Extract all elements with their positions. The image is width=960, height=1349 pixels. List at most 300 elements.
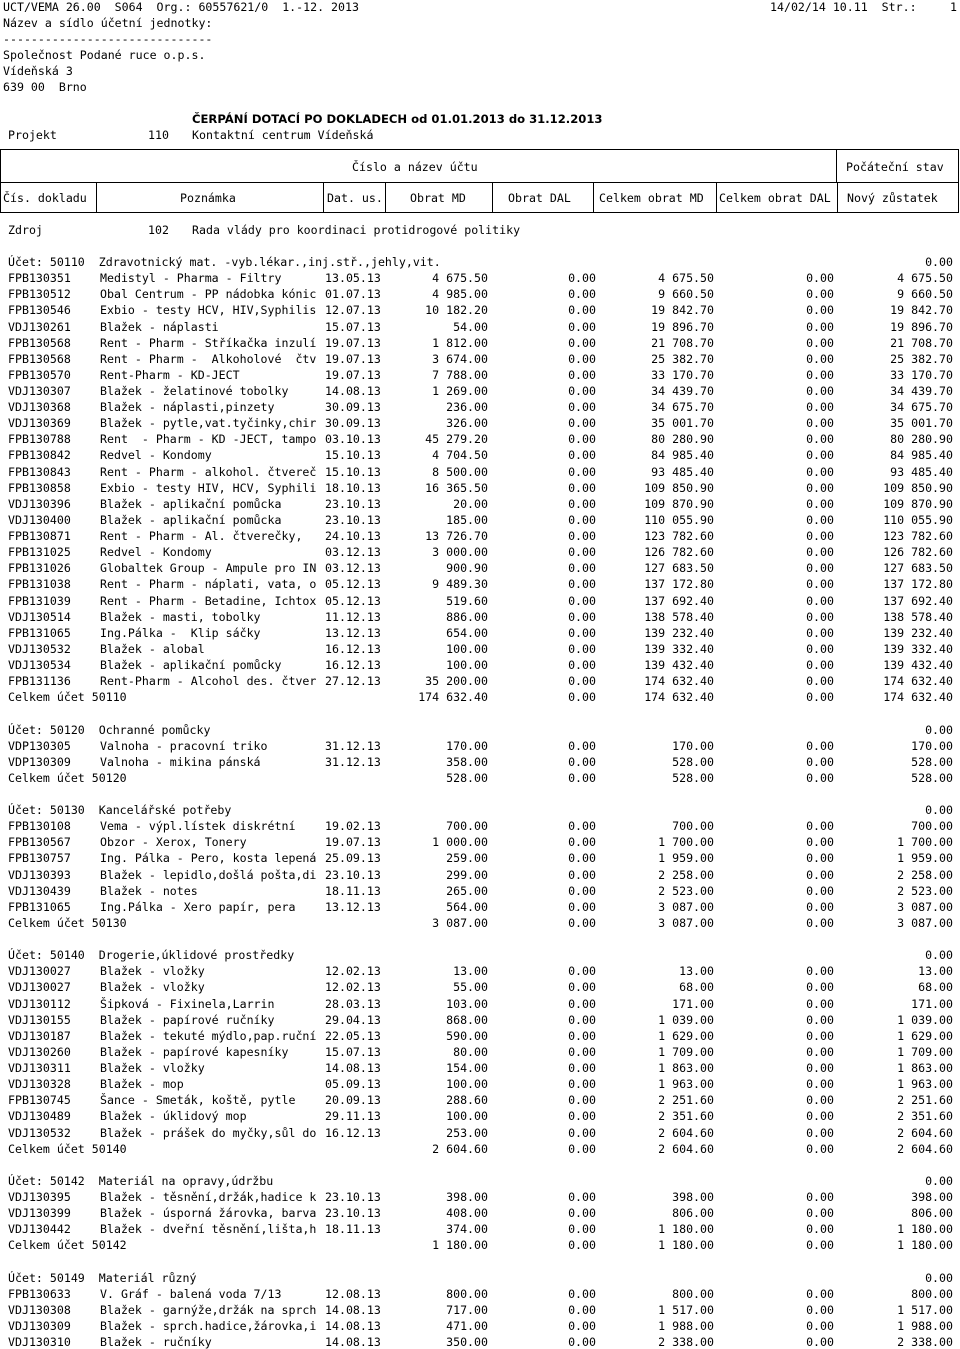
posting-date: 24.10.13 xyxy=(325,529,381,543)
total-total-dal: 0.00 xyxy=(806,1238,834,1253)
unit-street: Vídeňská 3 xyxy=(3,64,73,78)
turnover-md: 564.00 xyxy=(446,899,488,914)
note: Blažek - papírové ručníky xyxy=(100,1012,275,1027)
new-balance: 109 870.90 xyxy=(883,496,953,511)
turnover-md: 590.00 xyxy=(446,1028,488,1043)
total-md: 109 850.90 xyxy=(644,480,714,495)
new-balance: 800.00 xyxy=(911,1286,953,1301)
doc-number: FPB130843 xyxy=(8,464,71,479)
note: Blažek - úklidový mop xyxy=(100,1109,247,1124)
total-md: 137 692.40 xyxy=(644,593,714,608)
total-total-md: 2 604.60 xyxy=(658,1141,714,1156)
total-dal: 0.00 xyxy=(806,561,834,576)
posting-date: 12.02.13 xyxy=(325,980,381,995)
total-dal: 0.00 xyxy=(806,899,834,914)
total-dal: 0.00 xyxy=(806,641,834,656)
turnover-md: 3 000.00 xyxy=(432,545,488,560)
total-total-dal: 0.00 xyxy=(806,1141,834,1156)
turnover-md: 20.00 xyxy=(453,496,488,511)
turnover-dal: 0.00 xyxy=(568,674,596,689)
new-balance: 2 338.00 xyxy=(897,1335,953,1349)
doc-number: VDJ130514 xyxy=(8,609,71,624)
turnover-dal: 0.00 xyxy=(568,432,596,447)
account-total-label: Celkem účet 50140 xyxy=(8,1141,127,1156)
new-balance: 34 439.70 xyxy=(890,384,953,398)
posting-date: 31.12.13 xyxy=(325,754,381,769)
posting-date: 25.09.13 xyxy=(325,851,381,866)
total-dal: 0.00 xyxy=(806,867,834,882)
unit-name: Společnost Podané ruce o.p.s. xyxy=(3,48,206,62)
doc-number: VDJ130395 xyxy=(8,1190,71,1204)
total-md: 84 985.40 xyxy=(651,448,714,463)
turnover-dal: 0.00 xyxy=(568,593,596,608)
turnover-dal: 0.00 xyxy=(568,1302,596,1317)
note: Valnoha - pracovní triko xyxy=(100,738,268,753)
col-note: Poznámka xyxy=(180,191,236,205)
new-balance: 68.00 xyxy=(918,980,953,995)
total-dal: 0.00 xyxy=(806,1302,834,1317)
new-balance: 700.00 xyxy=(911,819,953,834)
new-balance: 93 485.40 xyxy=(890,464,953,479)
turnover-dal: 0.00 xyxy=(568,529,596,543)
total-balance: 1 180.00 xyxy=(897,1238,953,1253)
total-balance: 2 604.60 xyxy=(897,1141,953,1156)
posting-date: 05.09.13 xyxy=(325,1077,381,1092)
total-balance: 174 632.40 xyxy=(883,690,953,705)
col-doc: Čís. dokladu xyxy=(3,191,87,205)
new-balance: 34 675.70 xyxy=(890,400,953,415)
turnover-md: 299.00 xyxy=(446,867,488,882)
new-balance: 1 517.00 xyxy=(897,1302,953,1317)
doc-number: VDJ130534 xyxy=(8,658,71,672)
total-turnover-md: 174 632.40 xyxy=(418,690,488,705)
doc-number: VDJ130369 xyxy=(8,416,71,431)
turnover-md: 185.00 xyxy=(446,512,488,527)
total-balance: 3 087.00 xyxy=(897,915,953,930)
turnover-md: 654.00 xyxy=(446,625,488,640)
posting-date: 14.08.13 xyxy=(325,1318,381,1333)
note: Blažek - vložky xyxy=(100,1061,205,1075)
total-md: 9 660.50 xyxy=(658,287,714,302)
doc-number: VDJ130307 xyxy=(8,384,71,398)
posting-date: 29.11.13 xyxy=(325,1109,381,1124)
total-dal: 0.00 xyxy=(806,448,834,463)
turnover-dal: 0.00 xyxy=(568,899,596,914)
doc-number: VDJ130400 xyxy=(8,512,71,527)
note: Blažek - aplikační pomůcka xyxy=(100,496,282,511)
total-dal: 0.00 xyxy=(806,1222,834,1237)
posting-date: 29.04.13 xyxy=(325,1012,381,1027)
new-balance: 398.00 xyxy=(911,1190,953,1204)
doc-number: VDJ130532 xyxy=(8,1125,71,1140)
turnover-dal: 0.00 xyxy=(568,738,596,753)
note: Obal Centrum - PP nádobka kónic xyxy=(100,287,317,302)
note: Blažek - alobal xyxy=(100,641,205,656)
total-md: 1 963.00 xyxy=(658,1077,714,1092)
total-turnover-dal: 0.00 xyxy=(568,1141,596,1156)
doc-number: VDJ130489 xyxy=(8,1109,71,1124)
total-dal: 0.00 xyxy=(806,303,834,318)
new-balance: 2 351.60 xyxy=(897,1109,953,1124)
turnover-dal: 0.00 xyxy=(568,384,596,398)
total-md: 34 439.70 xyxy=(651,384,714,398)
unit-label-underline: ------------------------------ xyxy=(3,32,213,46)
note: Blažek - notes xyxy=(100,883,198,898)
turnover-md: 900.90 xyxy=(446,561,488,576)
new-balance: 2 258.00 xyxy=(897,867,953,882)
note: Valnoha - mikina pánská xyxy=(100,754,261,769)
doc-number: VDJ130399 xyxy=(8,1206,71,1221)
new-balance: 84 985.40 xyxy=(890,448,953,463)
total-dal: 0.00 xyxy=(806,674,834,689)
posting-date: 27.12.13 xyxy=(325,674,381,689)
doc-number: FPB131065 xyxy=(8,625,71,640)
turnover-dal: 0.00 xyxy=(568,1206,596,1221)
total-md: 139 232.40 xyxy=(644,625,714,640)
note: Blažek - sprch.hadice,žárovka,i xyxy=(100,1318,317,1333)
turnover-md: 236.00 xyxy=(446,400,488,415)
total-md: 110 055.90 xyxy=(644,512,714,527)
total-total-dal: 0.00 xyxy=(806,690,834,705)
project-label: Projekt xyxy=(8,128,57,142)
account-total-label: Celkem účet 50142 xyxy=(8,1238,127,1253)
turnover-md: 100.00 xyxy=(446,1109,488,1124)
account-total-label: Celkem účet 50120 xyxy=(8,770,127,785)
note: Blažek - masti, tobolky xyxy=(100,609,261,624)
turnover-md: 7 788.00 xyxy=(432,367,488,382)
total-md: 127 683.50 xyxy=(644,561,714,576)
turnover-md: 326.00 xyxy=(446,416,488,431)
total-total-md: 528.00 xyxy=(672,770,714,785)
account-opening-balance: 0.00 xyxy=(925,1270,953,1285)
account-opening-balance: 0.00 xyxy=(925,1173,953,1188)
new-balance: 4 675.50 xyxy=(897,271,953,286)
col-opening: Počáteční stav xyxy=(846,160,944,174)
posting-date: 30.09.13 xyxy=(325,416,381,431)
total-turnover-dal: 0.00 xyxy=(568,690,596,705)
new-balance: 3 087.00 xyxy=(897,899,953,914)
total-md: 2 338.00 xyxy=(658,1335,714,1349)
posting-date: 23.10.13 xyxy=(325,1206,381,1221)
doc-number: VDJ130368 xyxy=(8,400,71,415)
total-dal: 0.00 xyxy=(806,287,834,302)
turnover-dal: 0.00 xyxy=(568,964,596,979)
total-dal: 0.00 xyxy=(806,980,834,995)
turnover-dal: 0.00 xyxy=(568,561,596,576)
new-balance: 9 660.50 xyxy=(897,287,953,302)
total-dal: 0.00 xyxy=(806,1109,834,1124)
doc-number: VDJ130442 xyxy=(8,1222,71,1237)
turnover-md: 800.00 xyxy=(446,1286,488,1301)
turnover-md: 358.00 xyxy=(446,754,488,769)
turnover-md: 154.00 xyxy=(446,1061,488,1075)
total-md: 1 700.00 xyxy=(658,835,714,850)
col-dal: Obrat DAL xyxy=(508,191,571,205)
note: Ing. Pálka - Pero, kosta lepená xyxy=(100,851,317,866)
turnover-md: 471.00 xyxy=(446,1318,488,1333)
total-balance: 528.00 xyxy=(911,770,953,785)
account-heading: Účet: 50120 Ochranné pomůcky xyxy=(8,722,211,737)
new-balance: 1 963.00 xyxy=(897,1077,953,1092)
turnover-dal: 0.00 xyxy=(568,480,596,495)
total-dal: 0.00 xyxy=(806,1335,834,1349)
note: Rent - Pharm - Betadine, Ichtox xyxy=(100,593,317,608)
note: Exbio - testy HCV, HIV,Syphilis xyxy=(100,303,317,318)
total-md: 700.00 xyxy=(672,819,714,834)
total-md: 1 988.00 xyxy=(658,1318,714,1333)
total-total-dal: 0.00 xyxy=(806,770,834,785)
total-md: 4 675.50 xyxy=(658,271,714,286)
turnover-md: 519.60 xyxy=(446,593,488,608)
total-total-dal: 0.00 xyxy=(806,915,834,930)
total-md: 170.00 xyxy=(672,738,714,753)
turnover-dal: 0.00 xyxy=(568,609,596,624)
turnover-md: 886.00 xyxy=(446,609,488,624)
posting-date: 30.09.13 xyxy=(325,400,381,415)
turnover-dal: 0.00 xyxy=(568,1286,596,1301)
turnover-dal: 0.00 xyxy=(568,351,596,366)
note: Rent - Pharm - KD -JECT, tampo xyxy=(100,432,317,447)
turnover-md: 350.00 xyxy=(446,1335,488,1349)
posting-date: 05.12.13 xyxy=(325,593,381,608)
total-md: 139 432.40 xyxy=(644,658,714,672)
doc-number: FPB130842 xyxy=(8,448,71,463)
total-md: 33 170.70 xyxy=(651,367,714,382)
doc-number: FPB131136 xyxy=(8,674,71,689)
new-balance: 1 700.00 xyxy=(897,835,953,850)
total-dal: 0.00 xyxy=(806,496,834,511)
posting-date: 18.11.13 xyxy=(325,1222,381,1237)
total-md: 21 708.70 xyxy=(651,335,714,350)
doc-number: VDJ130309 xyxy=(8,1318,71,1333)
turnover-md: 259.00 xyxy=(446,851,488,866)
total-md: 35 001.70 xyxy=(651,416,714,431)
turnover-md: 4 704.50 xyxy=(432,448,488,463)
posting-date: 18.10.13 xyxy=(325,480,381,495)
turnover-dal: 0.00 xyxy=(568,1125,596,1140)
new-balance: 1 988.00 xyxy=(897,1318,953,1333)
col-date: Dat. us. xyxy=(327,191,383,205)
turnover-md: 1 000.00 xyxy=(432,835,488,850)
posting-date: 13.05.13 xyxy=(325,271,381,286)
note: Redvel - Kondomy xyxy=(100,448,212,463)
new-balance: 13.00 xyxy=(918,964,953,979)
note: Redvel - Kondomy xyxy=(100,545,212,560)
new-balance: 19 842.70 xyxy=(890,303,953,318)
doc-number: FPB130757 xyxy=(8,851,71,866)
posting-date: 14.08.13 xyxy=(325,384,381,398)
total-md: 528.00 xyxy=(672,754,714,769)
note: Blažek - želatinové tobolky xyxy=(100,384,289,398)
turnover-dal: 0.00 xyxy=(568,883,596,898)
turnover-dal: 0.00 xyxy=(568,464,596,479)
new-balance: 2 604.60 xyxy=(897,1125,953,1140)
doc-number: VDJ130396 xyxy=(8,496,71,511)
new-balance: 528.00 xyxy=(911,754,953,769)
col-account: Číslo a název účtu xyxy=(352,160,478,174)
new-balance: 1 180.00 xyxy=(897,1222,953,1237)
total-dal: 0.00 xyxy=(806,851,834,866)
new-balance: 80 280.90 xyxy=(890,432,953,447)
total-md: 806.00 xyxy=(672,1206,714,1221)
total-dal: 0.00 xyxy=(806,271,834,286)
note: Blažek - těsnění,držák,hadice k xyxy=(100,1190,317,1204)
doc-number: FPB130871 xyxy=(8,529,71,543)
new-balance: 1 863.00 xyxy=(897,1061,953,1075)
turnover-md: 374.00 xyxy=(446,1222,488,1237)
note: Blažek - náplasti xyxy=(100,319,219,334)
total-md: 123 782.60 xyxy=(644,529,714,543)
total-total-md: 3 087.00 xyxy=(658,915,714,930)
total-dal: 0.00 xyxy=(806,529,834,543)
total-md: 109 870.90 xyxy=(644,496,714,511)
posting-date: 13.12.13 xyxy=(325,625,381,640)
note: Blažek - lepidlo,došlá pošta,di xyxy=(100,867,317,882)
note: Rent-Pharm - Alcohol des. čtver xyxy=(100,674,317,689)
doc-number: FPB130108 xyxy=(8,819,71,834)
doc-number: VDJ130261 xyxy=(8,319,71,334)
col-total-md: Celkem obrat MD xyxy=(599,191,704,205)
doc-number: FPB130568 xyxy=(8,351,71,366)
total-dal: 0.00 xyxy=(806,351,834,366)
turnover-dal: 0.00 xyxy=(568,1190,596,1204)
total-dal: 0.00 xyxy=(806,658,834,672)
new-balance: 2 523.00 xyxy=(897,883,953,898)
posting-date: 15.10.13 xyxy=(325,448,381,463)
turnover-md: 253.00 xyxy=(446,1125,488,1140)
turnover-dal: 0.00 xyxy=(568,335,596,350)
note: Rent - Pharm - alkohol. čtvereč xyxy=(100,464,317,479)
report-system-line: UCT/VEMA 26.00 S064 Org.: 60557621/0 1.-12. 2013 xyxy=(3,0,359,14)
note: Blažek - náplasti,pinzety xyxy=(100,400,275,415)
total-dal: 0.00 xyxy=(806,512,834,527)
turnover-md: 1 812.00 xyxy=(432,335,488,350)
total-turnover-dal: 0.00 xyxy=(568,915,596,930)
total-turnover-md: 1 180.00 xyxy=(432,1238,488,1253)
total-md: 3 087.00 xyxy=(658,899,714,914)
turnover-md: 100.00 xyxy=(446,658,488,672)
turnover-dal: 0.00 xyxy=(568,851,596,866)
posting-date: 19.02.13 xyxy=(325,819,381,834)
unit-label: Název a sídlo účetní jednotky: xyxy=(3,16,213,30)
total-dal: 0.00 xyxy=(806,480,834,495)
posting-date: 13.12.13 xyxy=(325,899,381,914)
turnover-md: 9 489.30 xyxy=(432,577,488,592)
posting-date: 19.07.13 xyxy=(325,835,381,850)
total-md: 34 675.70 xyxy=(651,400,714,415)
posting-date: 22.05.13 xyxy=(325,1028,381,1043)
turnover-dal: 0.00 xyxy=(568,577,596,592)
total-md: 13.00 xyxy=(679,964,714,979)
turnover-dal: 0.00 xyxy=(568,287,596,302)
report-title: ČERPÁNÍ DOTACÍ PO DOKLADECH od 01.01.2013 do 31.12.2013 xyxy=(192,112,603,126)
total-dal: 0.00 xyxy=(806,1286,834,1301)
note: Šipková - Fixinela,Larrin xyxy=(100,996,275,1011)
new-balance: 1 629.00 xyxy=(897,1028,953,1043)
note: V. Gráf - balená voda 7/13 xyxy=(100,1286,282,1301)
doc-number: FPB131039 xyxy=(8,593,71,608)
new-balance: 25 382.70 xyxy=(890,351,953,366)
note: Rent-Pharm - KD-JECT xyxy=(100,367,240,382)
total-md: 68.00 xyxy=(679,980,714,995)
total-md: 171.00 xyxy=(672,996,714,1011)
new-balance: 109 850.90 xyxy=(883,480,953,495)
doc-number: VDJ130393 xyxy=(8,867,71,882)
posting-date: 03.12.13 xyxy=(325,545,381,560)
total-dal: 0.00 xyxy=(806,1028,834,1043)
posting-date: 16.12.13 xyxy=(325,658,381,672)
total-md: 19 896.70 xyxy=(651,319,714,334)
total-dal: 0.00 xyxy=(806,1061,834,1075)
total-dal: 0.00 xyxy=(806,545,834,560)
note: Šance - Smeták, koště, pytle xyxy=(100,1093,296,1108)
new-balance: 138 578.40 xyxy=(883,609,953,624)
total-md: 1 517.00 xyxy=(658,1302,714,1317)
posting-date: 18.11.13 xyxy=(325,883,381,898)
total-dal: 0.00 xyxy=(806,754,834,769)
turnover-md: 4 675.50 xyxy=(432,271,488,286)
total-dal: 0.00 xyxy=(806,1206,834,1221)
new-balance: 21 708.70 xyxy=(890,335,953,350)
posting-date: 16.12.13 xyxy=(325,1125,381,1140)
turnover-md: 3 674.00 xyxy=(432,351,488,366)
account-heading: Účet: 50142 Materiál na opravy,údržbu xyxy=(8,1173,274,1188)
col-md: Obrat MD xyxy=(410,191,466,205)
doc-number: FPB130745 xyxy=(8,1093,71,1108)
doc-number: FPB130570 xyxy=(8,367,71,382)
new-balance: 139 232.40 xyxy=(883,625,953,640)
posting-date: 12.08.13 xyxy=(325,1286,381,1301)
total-md: 1 629.00 xyxy=(658,1028,714,1043)
posting-date: 23.10.13 xyxy=(325,512,381,527)
total-dal: 0.00 xyxy=(806,738,834,753)
account-opening-balance: 0.00 xyxy=(925,803,953,818)
total-dal: 0.00 xyxy=(806,593,834,608)
turnover-md: 103.00 xyxy=(446,996,488,1011)
total-dal: 0.00 xyxy=(806,335,834,350)
turnover-md: 868.00 xyxy=(446,1012,488,1027)
account-heading: Účet: 50149 Materiál různý xyxy=(8,1270,197,1285)
posting-date: 28.03.13 xyxy=(325,996,381,1011)
doc-number: VDJ130187 xyxy=(8,1028,71,1043)
turnover-md: 13 726.70 xyxy=(425,529,488,543)
turnover-dal: 0.00 xyxy=(568,1077,596,1092)
total-dal: 0.00 xyxy=(806,416,834,431)
account-opening-balance: 0.00 xyxy=(925,255,953,269)
doc-number: VDJ130027 xyxy=(8,964,71,979)
new-balance: 806.00 xyxy=(911,1206,953,1221)
turnover-dal: 0.00 xyxy=(568,416,596,431)
turnover-md: 717.00 xyxy=(446,1302,488,1317)
account-heading: Účet: 50110 Zdravotnický mat. -vyb.lékar.,inj.stř.,jehly,vit. xyxy=(8,255,441,269)
new-balance: 1 709.00 xyxy=(897,1044,953,1059)
new-balance: 2 251.60 xyxy=(897,1093,953,1108)
total-md: 1 863.00 xyxy=(658,1061,714,1075)
note: Blažek - garnýže,držák na sprch xyxy=(100,1302,317,1317)
total-md: 2 351.60 xyxy=(658,1109,714,1124)
new-balance: 174 632.40 xyxy=(883,674,953,689)
total-total-md: 1 180.00 xyxy=(658,1238,714,1253)
turnover-dal: 0.00 xyxy=(568,996,596,1011)
note: Exbio - testy HIV, HCV, Syphili xyxy=(100,480,317,495)
turnover-dal: 0.00 xyxy=(568,1109,596,1124)
doc-number: VDJ130328 xyxy=(8,1077,71,1092)
total-dal: 0.00 xyxy=(806,1077,834,1092)
posting-date: 19.07.13 xyxy=(325,351,381,366)
new-balance: 110 055.90 xyxy=(883,512,953,527)
account-heading: Účet: 50130 Kancelářské potřeby xyxy=(8,803,232,818)
new-balance: 35 001.70 xyxy=(890,416,953,431)
